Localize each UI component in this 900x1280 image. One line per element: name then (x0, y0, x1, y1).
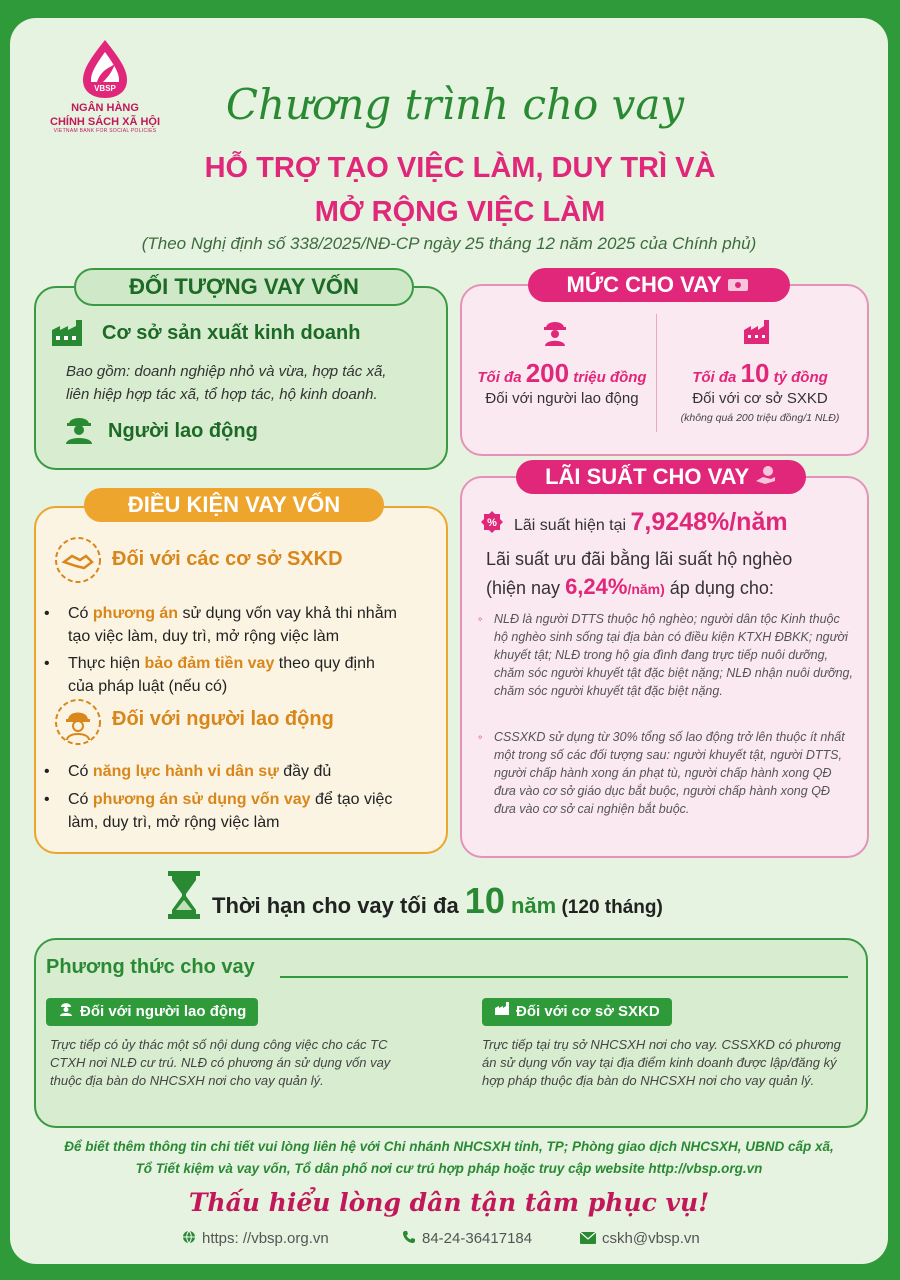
interest-current-value: 7,9248%/năm (630, 508, 788, 536)
cond-w1-pre: Có (68, 763, 93, 780)
loan-worker-suffix: triệu đồng (569, 369, 647, 386)
footer-info (30, 1136, 868, 1180)
loan-worker-max (472, 358, 652, 389)
cond-w2-highlight: phương án sử dụng vốn vay (92, 791, 311, 808)
cond-b2-pre: Thực hiện (68, 655, 145, 672)
loan-worker-label: Đối với người lao động (485, 390, 639, 407)
interest-item-1-text: NLĐ là người DTTS thuộc hộ nghèo; người dân tộc Kinh thuộc hộ nghèo sinh sống tại địa bàn có điều kiện KTXH ĐBKK; người khuyết tật; NLĐ trong hộ gia đình đang trực tiếp nuôi dưỡng, chăm sóc người khuyết tật đặc biệt nặng; NLĐ nhận nuôi dưỡng, chăm sóc người khuyết tật đặc biệt nặng. (494, 612, 853, 698)
interest-preferential (486, 546, 856, 603)
globe-icon (182, 1230, 196, 1248)
website-text[interactable]: https: //vbsp.org.vn (202, 1230, 329, 1247)
loan-amount-heading-text: MỨC CHO VAY (566, 272, 722, 297)
cond-w1-post: đầy đủ (278, 763, 332, 780)
loan-business-prefix: Tối đa (692, 369, 741, 386)
conditions-heading: ĐIỀU KIỆN VAY VỐN (84, 488, 384, 522)
phone-icon (402, 1230, 416, 1248)
worker-small-icon (58, 998, 74, 1026)
contact-phone[interactable] (402, 1230, 532, 1248)
bank-name-line1: NGÂN HÀNG (71, 102, 139, 114)
cond-business-item-2: • Thực hiện bảo đảm tiền vay theo quy định của pháp luật (nếu có) (44, 652, 440, 698)
cond-w2-pre: Có (68, 791, 93, 808)
decree-note: (Theo Nghị định số 338/2025/NĐ-CP ngày 25 tháng 12 năm 2025 của Chính phủ) (141, 234, 757, 253)
loan-worker-amount: 200 (525, 358, 570, 388)
loan-term-value: 10 (464, 880, 505, 921)
borrower-worker-title: Người lao động (108, 420, 258, 442)
cond-business-title: Đối với các cơ sở SXKD (112, 548, 343, 570)
cond-b2-highlight: bảo đảm tiền vay (144, 655, 275, 672)
building-small-icon (494, 998, 510, 1026)
worker-helmet-icon (54, 698, 102, 751)
interest-current (514, 508, 788, 537)
cond-business-item-1: • Có phương án sử dụng vốn vay khả thi nhằm tạo việc làm, duy trì, mở rộng việc làm (44, 602, 440, 648)
svg-text:%: % (487, 517, 497, 529)
cond-b1-highlight: phương án (92, 605, 179, 622)
loan-business-max (662, 358, 858, 389)
bank-name-en: VIETNAM BANK FOR SOCIAL POLICIES (53, 128, 157, 134)
brand-logo (50, 38, 160, 134)
interest-pref-line1: Lãi suất ưu đãi bằng lãi suất hộ nghèo (486, 549, 793, 569)
borrowers-heading: ĐỐI TƯỢNG VAY VỐN (74, 268, 414, 306)
cond-b1-line2: tạo việc làm, duy trì, mở rộng việc làm (68, 628, 340, 645)
interest-current-label: Lãi suất hiện tại (514, 517, 631, 534)
worker-pink-icon (540, 316, 570, 351)
interest-pref-unit: /năm) (627, 581, 665, 597)
method-heading-rule (280, 976, 848, 978)
contact-website[interactable] (182, 1230, 329, 1248)
phone-text[interactable]: 84-24-36417184 (422, 1230, 533, 1247)
method-worker-tab-label: Đối với người lao động (80, 1003, 247, 1020)
loan-term-prefix: Thời hạn cho vay tối đa (212, 893, 465, 918)
interest-pref-pre: (hiện nay (486, 578, 566, 598)
building-pink-icon (742, 316, 772, 351)
footer-info-line1: Để biết thêm thông tin chi tiết vui lòng liên hệ với Chi nhánh NHCSXH tỉnh, TP; Phòng giao dịch NHCSXH, UBND cấp xã, (64, 1139, 834, 1154)
logo-text: VBSP (94, 84, 116, 93)
cond-b1-pre: Có (68, 605, 93, 622)
loan-amount-heading (528, 268, 790, 302)
money-icon (727, 269, 751, 303)
cond-b2-post: theo quy định (274, 655, 375, 672)
method-business-text: Trực tiếp tại trụ sở NHCSXH nơi cho vay. CSSXKD có phương án sử dụng vốn vay tại địa điểm kinh doanh được lập/đăng ký hợp pháp thuộc địa bàn do NHCSXH nơi cho vay quản lý. (482, 1037, 841, 1088)
interest-pref-value: 6,24% (565, 574, 628, 599)
borrower-business-desc-line2: liên hiệp hợp tác xã, tổ hợp tác, hộ kinh doanh. (66, 386, 378, 403)
cond-worker-item-2: • Có phương án sử dụng vốn vay để tạo việc làm, duy trì, mở rộng việc làm (44, 788, 440, 834)
loan-business-label: Đối với cơ sở SXKD (692, 390, 828, 407)
cond-worker-item-1: • Có năng lực hành vi dân sự đầy đủ (44, 763, 332, 780)
method-heading: Phương thức cho vay (46, 956, 255, 978)
loan-worker-prefix: Tối đa (477, 369, 526, 386)
email-text[interactable]: cskh@vbsp.vn (602, 1230, 700, 1247)
cond-worker-title: Đối với người lao động (112, 708, 334, 730)
interest-item-1: ◦ NLĐ là người DTTS thuộc hộ nghèo; người dân tộc Kinh thuộc hộ nghèo sinh sống tại địa bàn có điều kiện KTXH ĐBKK; người khuyết tật; NLĐ trong hộ gia đình đang trực tiếp nuôi dưỡng, chăm sóc người khuyết tật đặc biệt nặng; NLĐ nhận nuôi dưỡng, chăm sóc người khuyết tật đặc biệt nặng. (478, 612, 853, 698)
loan-term-unit: năm (504, 893, 557, 918)
cond-w2-post: để tạo việc (310, 791, 393, 808)
slogan: Thấu hiểu lòng dân tận tâm phục vụ! (188, 1188, 710, 1217)
cond-w1-highlight: năng lực hành vi dân sự (92, 763, 279, 780)
cond-w2-line2: làm, duy trì, mở rộng việc làm (68, 814, 280, 831)
borrower-business-desc-line1: Bao gồm: doanh nghiệp nhỏ và vừa, hợp tác xã, (66, 363, 387, 380)
cond-b2-line2: của pháp luật (nếu có) (68, 678, 228, 695)
main-title-line1: HỖ TRỢ TẠO VIỆC LÀM, DUY TRÌ VÀ (204, 152, 716, 184)
loan-business-amount: 10 (740, 358, 770, 388)
interest-heading-text: LÃI SUẤT CHO VAY (545, 464, 749, 489)
loan-term (212, 880, 663, 922)
cond-b1-post: sử dụng vốn vay khả thi nhằm (178, 605, 397, 622)
script-title: Chương trình cho vay (225, 80, 685, 129)
footer-info-line2: Tổ Tiết kiệm và vay vốn, Tổ dân phố nơi cư trú hợp pháp hoặc truy cập website http://vbsp.org.vn (135, 1161, 763, 1176)
factory-icon (50, 316, 86, 353)
contact-email[interactable] (580, 1230, 700, 1248)
worker-icon (62, 410, 96, 449)
bank-name-line2: CHÍNH SÁCH XÃ HỘI (50, 116, 161, 128)
interest-heading (516, 460, 806, 494)
percent-icon (480, 510, 504, 539)
poster (10, 18, 888, 1264)
method-business-tab-label: Đối với cơ sở SXKD (516, 1003, 660, 1020)
hourglass-icon (166, 870, 202, 925)
method-worker-tab (46, 998, 258, 1026)
interest-item-2: ◦ CSSXKD sử dụng từ 30% tổng số lao động trở lên thuộc ít nhất một trong số các đối tượng sau: người khuyết tật, người DTTS, người chấp hành xong án phạt tù, người chấp hành xong QĐ đưa vào cơ sở giáo dục bắt buộc, người chấp hành xong QĐ đưa vào cơ sở cai nghiện bắt buộc. (478, 728, 854, 818)
main-title (150, 146, 770, 234)
borrower-business-desc (66, 360, 438, 406)
loan-business-note: (không quá 200 triệu đồng/1 NLĐ) (680, 412, 840, 424)
interest-item-2-text: CSSXKD sử dụng từ 30% tổng số lao động trở lên thuộc ít nhất một trong số các đối tượng sau: người khuyết tật, người DTTS, người chấp hành xong án phạt tù, người chấp hành xong QĐ đưa vào cơ sở giáo dục bắt buộc, người chấp hành xong QĐ đưa vào cơ sở cai nghiện bắt buộc. (494, 730, 845, 816)
loan-divider (656, 314, 657, 432)
method-business-tab (482, 998, 672, 1026)
interest-pref-post: áp dụng cho: (664, 578, 774, 598)
coin-hand-icon (755, 461, 777, 495)
loan-term-note: (120 tháng) (556, 897, 663, 918)
main-title-line2: MỞ RỘNG VIỆC LÀM (314, 196, 606, 228)
borrower-business-title: Cơ sở sản xuất kinh doanh (102, 322, 361, 344)
handshake-icon (54, 536, 102, 589)
mail-icon (580, 1231, 596, 1248)
method-worker-text: Trực tiếp có ủy thác một số nội dung công việc cho các TC CTXH nơi NLĐ cư trú. NLĐ có phương án sử dụng vốn vay thuộc địa bàn do NHCSXH nơi cho vay quản lý. (50, 1037, 391, 1088)
loan-business-suffix: tỷ đồng (769, 369, 828, 386)
